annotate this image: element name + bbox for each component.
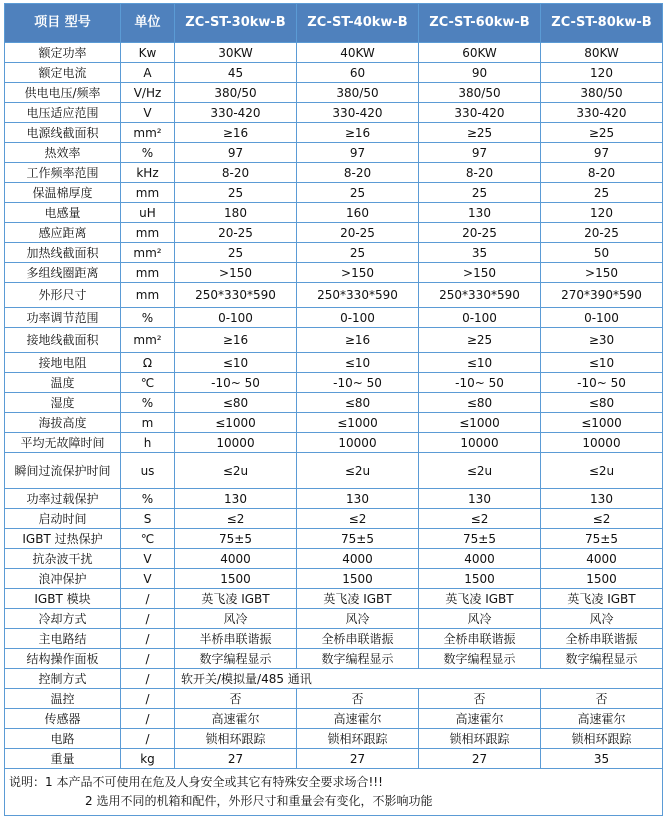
row-value: 8-20 bbox=[175, 163, 297, 183]
row-unit: / bbox=[121, 729, 175, 749]
row-label: 外形尺寸 bbox=[5, 283, 121, 308]
row-value: 130 bbox=[419, 203, 541, 223]
row-value: 27 bbox=[419, 749, 541, 769]
row-unit: % bbox=[121, 489, 175, 509]
header-item: 项目 型号 bbox=[5, 4, 121, 43]
row-value: 45 bbox=[175, 63, 297, 83]
row-value: 380/50 bbox=[175, 83, 297, 103]
row-value: 数字编程显示 bbox=[541, 649, 663, 669]
row-value: 20-25 bbox=[541, 223, 663, 243]
row-value: 380/50 bbox=[297, 83, 419, 103]
row-value: 80KW bbox=[541, 43, 663, 63]
table-row bbox=[5, 308, 663, 328]
row-value: 35 bbox=[541, 749, 663, 769]
table-row bbox=[5, 689, 663, 709]
row-value: 0-100 bbox=[297, 308, 419, 328]
row-unit: uH bbox=[121, 203, 175, 223]
table-row bbox=[5, 509, 663, 529]
row-unit: kHz bbox=[121, 163, 175, 183]
row-value: 25 bbox=[419, 183, 541, 203]
row-unit: V bbox=[121, 549, 175, 569]
row-value: 130 bbox=[419, 489, 541, 509]
table-row bbox=[5, 143, 663, 163]
table-row bbox=[5, 283, 663, 308]
row-value: ≥16 bbox=[175, 328, 297, 353]
row-value: ≤80 bbox=[297, 393, 419, 413]
row-label: 功率过载保护 bbox=[5, 489, 121, 509]
row-label: 传感器 bbox=[5, 709, 121, 729]
row-value: 8-20 bbox=[541, 163, 663, 183]
row-value: 1500 bbox=[297, 569, 419, 589]
row-unit: mm² bbox=[121, 243, 175, 263]
row-value: 90 bbox=[419, 63, 541, 83]
row-value: 风冷 bbox=[297, 609, 419, 629]
row-label: 抗杂波干扰 bbox=[5, 549, 121, 569]
row-value: 250*330*590 bbox=[175, 283, 297, 308]
row-value: ≥30 bbox=[541, 328, 663, 353]
row-value: ≤1000 bbox=[175, 413, 297, 433]
row-value: 10000 bbox=[175, 433, 297, 453]
row-label: 额定电流 bbox=[5, 63, 121, 83]
row-value: 高速霍尔 bbox=[541, 709, 663, 729]
row-value: >150 bbox=[175, 263, 297, 283]
note-line-1: 说明：1 本产品不可使用在危及人身安全或其它有特殊安全要求场合!!! bbox=[9, 775, 383, 789]
row-label: 启动时间 bbox=[5, 509, 121, 529]
row-value: 0-100 bbox=[419, 308, 541, 328]
row-value: 250*330*590 bbox=[297, 283, 419, 308]
row-value: 25 bbox=[297, 183, 419, 203]
row-value: 1500 bbox=[541, 569, 663, 589]
row-value: 130 bbox=[297, 489, 419, 509]
table-row bbox=[5, 223, 663, 243]
table-row bbox=[5, 328, 663, 353]
row-value: 160 bbox=[297, 203, 419, 223]
row-label: 重量 bbox=[5, 749, 121, 769]
row-label: 多组线圈距离 bbox=[5, 263, 121, 283]
row-unit: mm bbox=[121, 183, 175, 203]
row-unit: % bbox=[121, 393, 175, 413]
row-value: 半桥串联谐振 bbox=[175, 629, 297, 649]
row-value: 4000 bbox=[541, 549, 663, 569]
row-value: 180 bbox=[175, 203, 297, 223]
table-row bbox=[5, 609, 663, 629]
row-value: 1500 bbox=[175, 569, 297, 589]
table-row bbox=[5, 549, 663, 569]
table-row bbox=[5, 649, 663, 669]
row-value: ≥25 bbox=[419, 123, 541, 143]
row-value: 97 bbox=[419, 143, 541, 163]
row-label: 温控 bbox=[5, 689, 121, 709]
table-row bbox=[5, 629, 663, 649]
table-row bbox=[5, 569, 663, 589]
row-value: 40KW bbox=[297, 43, 419, 63]
row-unit: % bbox=[121, 143, 175, 163]
row-value: ≤1000 bbox=[419, 413, 541, 433]
row-value: 27 bbox=[297, 749, 419, 769]
row-unit: S bbox=[121, 509, 175, 529]
row-unit: V/Hz bbox=[121, 83, 175, 103]
row-value: 97 bbox=[175, 143, 297, 163]
row-unit: / bbox=[121, 689, 175, 709]
row-value: ≤10 bbox=[297, 353, 419, 373]
row-unit: kg bbox=[121, 749, 175, 769]
row-value: 0-100 bbox=[541, 308, 663, 328]
row-value: 120 bbox=[541, 63, 663, 83]
row-value: >150 bbox=[541, 263, 663, 283]
row-value: 30KW bbox=[175, 43, 297, 63]
row-value: ≥16 bbox=[175, 123, 297, 143]
row-unit: / bbox=[121, 629, 175, 649]
row-label: 浪冲保护 bbox=[5, 569, 121, 589]
row-value: 50 bbox=[541, 243, 663, 263]
row-value: 330-420 bbox=[541, 103, 663, 123]
row-value: 数字编程显示 bbox=[297, 649, 419, 669]
row-value: ≥25 bbox=[419, 328, 541, 353]
row-unit: mm² bbox=[121, 123, 175, 143]
row-label: 功率调节范围 bbox=[5, 308, 121, 328]
table-row bbox=[5, 453, 663, 489]
row-value: 全桥串联谐振 bbox=[541, 629, 663, 649]
row-value: 高速霍尔 bbox=[175, 709, 297, 729]
row-value: 否 bbox=[419, 689, 541, 709]
row-value: 4000 bbox=[175, 549, 297, 569]
header-model-3: ZC-ST-60kw-B bbox=[419, 4, 541, 43]
notes-cell bbox=[5, 769, 663, 816]
row-label: 平均无故障时间 bbox=[5, 433, 121, 453]
table-row bbox=[5, 529, 663, 549]
row-value: ≤2 bbox=[175, 509, 297, 529]
row-label: 接地线截面积 bbox=[5, 328, 121, 353]
row-unit: mm bbox=[121, 283, 175, 308]
table-row bbox=[5, 183, 663, 203]
row-value: 否 bbox=[541, 689, 663, 709]
row-value: 330-420 bbox=[175, 103, 297, 123]
row-unit: mm bbox=[121, 223, 175, 243]
row-value: 风冷 bbox=[419, 609, 541, 629]
row-value: 8-20 bbox=[297, 163, 419, 183]
table-row bbox=[5, 83, 663, 103]
row-unit: Ω bbox=[121, 353, 175, 373]
row-label: 额定功率 bbox=[5, 43, 121, 63]
row-value: 75±5 bbox=[541, 529, 663, 549]
row-value: 英飞凌 IGBT bbox=[297, 589, 419, 609]
header-unit: 单位 bbox=[121, 4, 175, 43]
row-unit: / bbox=[121, 709, 175, 729]
row-value: 27 bbox=[175, 749, 297, 769]
row-value: 8-20 bbox=[419, 163, 541, 183]
row-value: 4000 bbox=[419, 549, 541, 569]
row-value: 35 bbox=[419, 243, 541, 263]
row-value-merged: 软开关/模拟量/485 通讯 bbox=[175, 669, 663, 689]
row-value: 25 bbox=[297, 243, 419, 263]
row-value: 英飞凌 IGBT bbox=[541, 589, 663, 609]
row-label: 电路 bbox=[5, 729, 121, 749]
spec-table-container bbox=[4, 3, 663, 816]
row-unit: / bbox=[121, 649, 175, 669]
row-value: ≤1000 bbox=[541, 413, 663, 433]
row-label: 电感量 bbox=[5, 203, 121, 223]
row-value: 60 bbox=[297, 63, 419, 83]
header-model-1: ZC-ST-30kw-B bbox=[175, 4, 297, 43]
row-value: 锁相环跟踪 bbox=[419, 729, 541, 749]
row-value: 全桥串联谐振 bbox=[297, 629, 419, 649]
row-value: 60KW bbox=[419, 43, 541, 63]
row-unit: h bbox=[121, 433, 175, 453]
row-unit: % bbox=[121, 308, 175, 328]
row-value: 10000 bbox=[541, 433, 663, 453]
table-row bbox=[5, 203, 663, 223]
table-row bbox=[5, 163, 663, 183]
header-model-2: ZC-ST-40kw-B bbox=[297, 4, 419, 43]
row-value: 380/50 bbox=[541, 83, 663, 103]
header-model-4: ZC-ST-80kw-B bbox=[541, 4, 663, 43]
row-label: 感应距离 bbox=[5, 223, 121, 243]
row-value: 风冷 bbox=[175, 609, 297, 629]
row-value: 270*390*590 bbox=[541, 283, 663, 308]
row-unit: / bbox=[121, 589, 175, 609]
row-value: ≤2 bbox=[419, 509, 541, 529]
table-row bbox=[5, 373, 663, 393]
row-value: 英飞凌 IGBT bbox=[419, 589, 541, 609]
table-row bbox=[5, 749, 663, 769]
row-value: 25 bbox=[541, 183, 663, 203]
row-label: 热效率 bbox=[5, 143, 121, 163]
row-value: 75±5 bbox=[175, 529, 297, 549]
row-label: 加热线截面积 bbox=[5, 243, 121, 263]
row-label: 瞬间过流保护时间 bbox=[5, 453, 121, 489]
row-value: 数字编程显示 bbox=[419, 649, 541, 669]
row-label: 接地电阻 bbox=[5, 353, 121, 373]
row-label: 供电电压/频率 bbox=[5, 83, 121, 103]
row-value: ≥25 bbox=[541, 123, 663, 143]
table-row bbox=[5, 433, 663, 453]
row-value: 20-25 bbox=[419, 223, 541, 243]
table-row bbox=[5, 413, 663, 433]
row-label: IGBT 过热保护 bbox=[5, 529, 121, 549]
row-unit: V bbox=[121, 569, 175, 589]
table-row bbox=[5, 103, 663, 123]
row-label: 冷却方式 bbox=[5, 609, 121, 629]
row-value: ≤2u bbox=[175, 453, 297, 489]
row-value: 130 bbox=[541, 489, 663, 509]
table-row bbox=[5, 393, 663, 413]
row-unit: mm² bbox=[121, 328, 175, 353]
row-unit: us bbox=[121, 453, 175, 489]
row-value: -10~ 50 bbox=[419, 373, 541, 393]
table-row bbox=[5, 263, 663, 283]
table-row bbox=[5, 589, 663, 609]
row-value: -10~ 50 bbox=[541, 373, 663, 393]
row-value: 全桥串联谐振 bbox=[419, 629, 541, 649]
row-value: -10~ 50 bbox=[175, 373, 297, 393]
row-value: 风冷 bbox=[541, 609, 663, 629]
row-label: 主电路结 bbox=[5, 629, 121, 649]
row-label: 电压适应范围 bbox=[5, 103, 121, 123]
row-unit: m bbox=[121, 413, 175, 433]
row-value: ≤2u bbox=[541, 453, 663, 489]
row-value: >150 bbox=[419, 263, 541, 283]
row-label: 湿度 bbox=[5, 393, 121, 413]
row-value: ≤2u bbox=[297, 453, 419, 489]
row-label: 结构操作面板 bbox=[5, 649, 121, 669]
row-value: ≤10 bbox=[175, 353, 297, 373]
row-value: ≤2u bbox=[419, 453, 541, 489]
row-value: ≤2 bbox=[297, 509, 419, 529]
row-value: -10~ 50 bbox=[297, 373, 419, 393]
row-value: 高速霍尔 bbox=[297, 709, 419, 729]
notes-row bbox=[5, 769, 663, 816]
row-value: 380/50 bbox=[419, 83, 541, 103]
row-value: 1500 bbox=[419, 569, 541, 589]
row-label: 电源线截面积 bbox=[5, 123, 121, 143]
row-value: 97 bbox=[297, 143, 419, 163]
row-value: 4000 bbox=[297, 549, 419, 569]
table-row bbox=[5, 63, 663, 83]
row-value: 数字编程显示 bbox=[175, 649, 297, 669]
row-value: ≤80 bbox=[419, 393, 541, 413]
header-row bbox=[5, 4, 663, 43]
row-unit: mm bbox=[121, 263, 175, 283]
row-label: 温度 bbox=[5, 373, 121, 393]
table-row bbox=[5, 489, 663, 509]
row-value: ≤10 bbox=[541, 353, 663, 373]
table-row bbox=[5, 729, 663, 749]
row-value: 25 bbox=[175, 183, 297, 203]
row-value: 330-420 bbox=[419, 103, 541, 123]
row-value: 锁相环跟踪 bbox=[175, 729, 297, 749]
row-value: ≤80 bbox=[175, 393, 297, 413]
row-value: 0-100 bbox=[175, 308, 297, 328]
row-unit: ℃ bbox=[121, 529, 175, 549]
row-value: 250*330*590 bbox=[419, 283, 541, 308]
row-unit: / bbox=[121, 609, 175, 629]
row-value: >150 bbox=[297, 263, 419, 283]
row-value: 高速霍尔 bbox=[419, 709, 541, 729]
row-value: ≤2 bbox=[541, 509, 663, 529]
table-row bbox=[5, 123, 663, 143]
row-value: 否 bbox=[297, 689, 419, 709]
row-label: 保温棉厚度 bbox=[5, 183, 121, 203]
table-row bbox=[5, 709, 663, 729]
row-value: 75±5 bbox=[297, 529, 419, 549]
row-value: ≤10 bbox=[419, 353, 541, 373]
row-label: IGBT 模块 bbox=[5, 589, 121, 609]
row-value: 20-25 bbox=[297, 223, 419, 243]
row-label: 工作频率范围 bbox=[5, 163, 121, 183]
row-value: 20-25 bbox=[175, 223, 297, 243]
row-unit: / bbox=[121, 669, 175, 689]
row-value: 否 bbox=[175, 689, 297, 709]
row-value: 330-420 bbox=[297, 103, 419, 123]
row-value: 10000 bbox=[419, 433, 541, 453]
row-label: 海拔高度 bbox=[5, 413, 121, 433]
row-value: 10000 bbox=[297, 433, 419, 453]
row-unit: Kw bbox=[121, 43, 175, 63]
row-unit: V bbox=[121, 103, 175, 123]
row-unit: A bbox=[121, 63, 175, 83]
row-value: 英飞凌 IGBT bbox=[175, 589, 297, 609]
row-value: ≤1000 bbox=[297, 413, 419, 433]
row-value: 75±5 bbox=[419, 529, 541, 549]
row-value: 97 bbox=[541, 143, 663, 163]
row-value: 锁相环跟踪 bbox=[297, 729, 419, 749]
row-value: ≥16 bbox=[297, 328, 419, 353]
row-value: 120 bbox=[541, 203, 663, 223]
note-line-2: 2 选用不同的机箱和配件，外形尺寸和重量会有变化，不影响功能 bbox=[85, 794, 433, 808]
table-row bbox=[5, 243, 663, 263]
row-value: 锁相环跟踪 bbox=[541, 729, 663, 749]
table-row-control-mode bbox=[5, 669, 663, 689]
row-value: ≥16 bbox=[297, 123, 419, 143]
row-unit: ℃ bbox=[121, 373, 175, 393]
spec-table bbox=[4, 3, 663, 816]
row-value: 25 bbox=[175, 243, 297, 263]
row-value: ≤80 bbox=[541, 393, 663, 413]
row-label: 控制方式 bbox=[5, 669, 121, 689]
table-row bbox=[5, 43, 663, 63]
table-row bbox=[5, 353, 663, 373]
row-value: 130 bbox=[175, 489, 297, 509]
